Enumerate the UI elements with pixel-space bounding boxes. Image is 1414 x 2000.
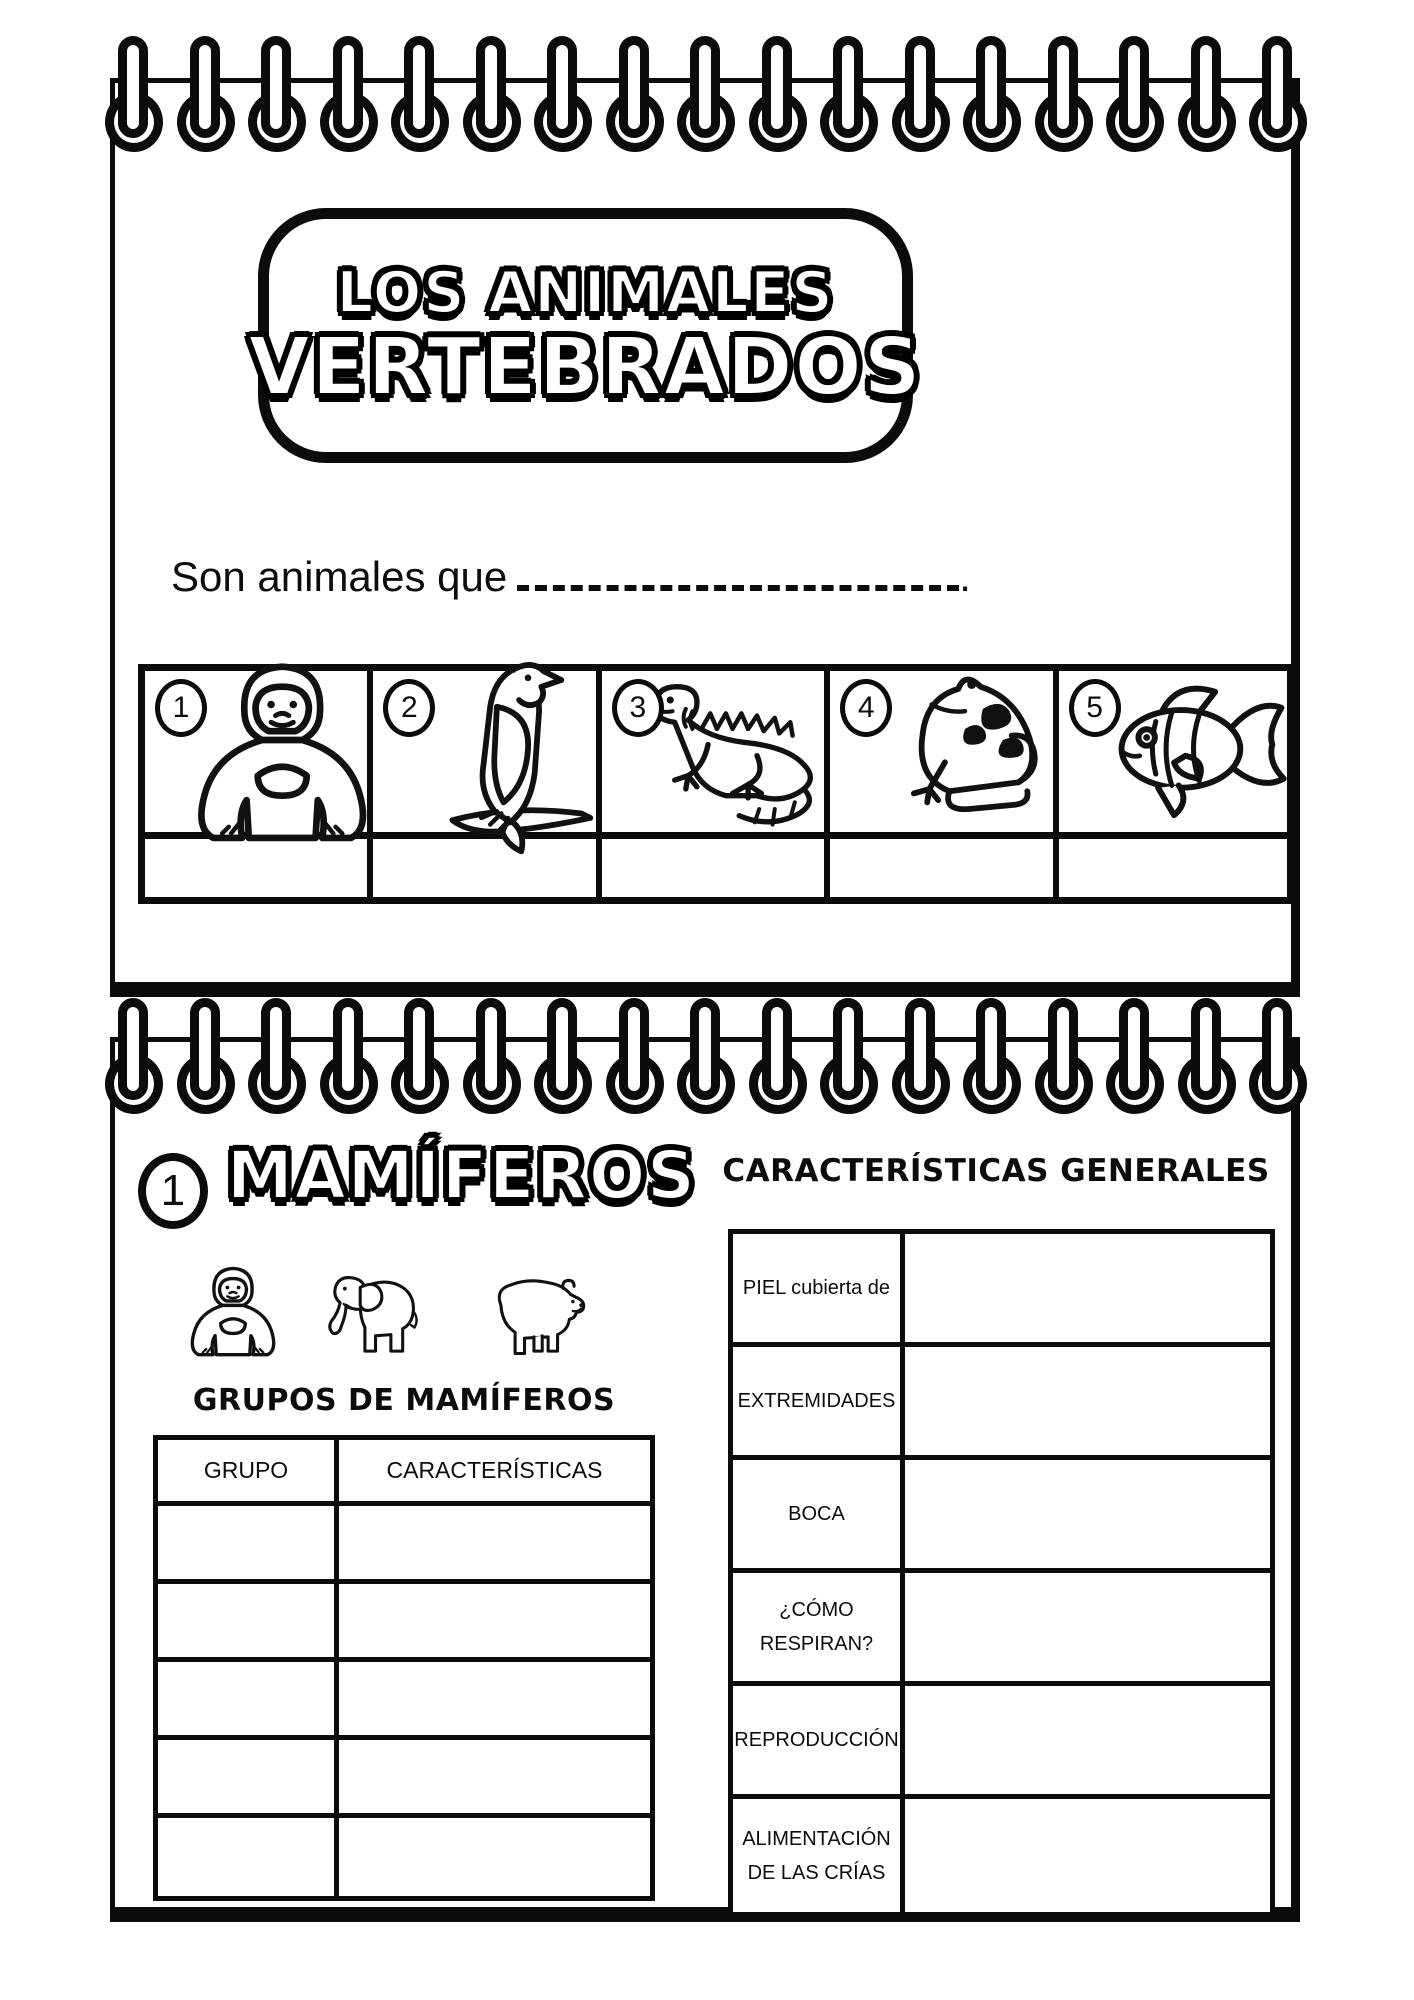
section-number-badge: 1 xyxy=(138,1153,208,1229)
spiral-ring xyxy=(676,998,734,1112)
spiral-ring xyxy=(891,998,949,1112)
general-row-answer-cell[interactable] xyxy=(905,1799,1270,1912)
fill-in-blank[interactable] xyxy=(517,551,959,591)
general-table-title: CARACTERÍSTICAS GENERALES xyxy=(722,1153,1270,1189)
elephant-illustration xyxy=(297,1252,447,1370)
spiral-ring xyxy=(819,36,877,150)
title-box xyxy=(248,208,923,463)
gorilla-illustration xyxy=(177,1252,289,1370)
spiral-ring xyxy=(1105,36,1163,150)
spiral-ring xyxy=(247,998,305,1112)
fill-in-sentence-text: Son animales que xyxy=(171,553,508,600)
spiral-ring xyxy=(319,998,377,1112)
eagle-illustration xyxy=(373,640,595,862)
groups-row-grupo-cell[interactable] xyxy=(158,1662,339,1740)
groups-row-caracteristicas-cell[interactable] xyxy=(339,1818,650,1896)
spiral-ring xyxy=(104,998,162,1112)
animal-number-badge: 4 xyxy=(840,679,892,737)
animal-cell-gorilla xyxy=(145,671,373,839)
general-row-answer-cell[interactable] xyxy=(905,1573,1270,1686)
animals-table xyxy=(138,664,1294,904)
gorilla-illustration xyxy=(145,640,367,862)
animal-cell-frog xyxy=(830,671,1058,839)
frog-illustration xyxy=(830,640,1052,862)
general-row-label: REPRODUCCIÓN xyxy=(733,1686,905,1799)
spiral-ring xyxy=(1034,36,1092,150)
spiral-ring xyxy=(176,998,234,1112)
spiral-ring xyxy=(1248,36,1306,150)
spiral-ring xyxy=(676,36,734,150)
page-title-line2: VERTEBRADOS xyxy=(248,320,923,413)
page-title-line1: LOS ANIMALES xyxy=(336,259,835,326)
general-table xyxy=(728,1229,1275,1917)
spiral-ring xyxy=(748,36,806,150)
page-vertebrados xyxy=(110,78,1300,997)
spiral-ring xyxy=(462,36,520,150)
general-row-answer-cell[interactable] xyxy=(905,1686,1270,1799)
animal-number-badge: 5 xyxy=(1069,679,1121,737)
spiral-ring xyxy=(462,998,520,1112)
groups-header-grupo: GRUPO xyxy=(158,1440,339,1506)
spiral-ring xyxy=(891,36,949,150)
spiral-ring xyxy=(247,36,305,150)
fill-in-sentence-period: . xyxy=(959,553,971,600)
animal-cell-iguana xyxy=(602,671,830,839)
animal-number-badge: 2 xyxy=(383,679,435,737)
general-row-answer-cell[interactable] xyxy=(905,1460,1270,1573)
animal-number-badge: 3 xyxy=(612,679,664,737)
spiral-ring xyxy=(1034,998,1092,1112)
spiral-ring xyxy=(1105,998,1163,1112)
groups-table xyxy=(153,1435,655,1901)
section-title: MAMÍFEROS xyxy=(227,1137,697,1214)
example-animals xyxy=(177,1252,620,1370)
spiral-ring xyxy=(1177,36,1235,150)
fill-in-sentence xyxy=(171,551,971,601)
spiral-ring xyxy=(819,998,877,1112)
general-row-label: ¿CÓMO RESPIRAN? xyxy=(733,1573,905,1686)
spiral-ring xyxy=(962,36,1020,150)
general-row-label: BOCA xyxy=(733,1460,905,1573)
spiral-ring xyxy=(176,36,234,150)
bear-illustration xyxy=(455,1252,620,1370)
groups-row-caracteristicas-cell[interactable] xyxy=(339,1584,650,1662)
spiral-ring xyxy=(1248,998,1306,1112)
groups-row-grupo-cell[interactable] xyxy=(158,1740,339,1818)
spiral-ring xyxy=(390,998,448,1112)
groups-row-caracteristicas-cell[interactable] xyxy=(339,1662,650,1740)
fish-illustration xyxy=(1059,637,1287,865)
page-mamiferos xyxy=(110,1037,1300,1922)
groups-row-caracteristicas-cell[interactable] xyxy=(339,1740,650,1818)
groups-header-caracteristicas: CARACTERÍSTICAS xyxy=(339,1440,650,1506)
spiral-ring xyxy=(748,998,806,1112)
general-row-answer-cell[interactable] xyxy=(905,1347,1270,1460)
general-row-answer-cell[interactable] xyxy=(905,1234,1270,1347)
general-row-label: ALIMENTACIÓN DE LAS CRÍAS xyxy=(733,1799,905,1912)
groups-row-grupo-cell[interactable] xyxy=(158,1506,339,1584)
spiral-ring xyxy=(605,998,663,1112)
animal-number-badge: 1 xyxy=(155,679,207,737)
spiral-ring xyxy=(605,36,663,150)
iguana-illustration xyxy=(602,640,824,862)
spiral-ring xyxy=(319,36,377,150)
groups-row-grupo-cell[interactable] xyxy=(158,1818,339,1896)
spiral-ring xyxy=(533,36,591,150)
spiral-ring xyxy=(104,36,162,150)
animal-cell-eagle xyxy=(373,671,601,839)
groups-table-title: GRUPOS DE MAMÍFEROS xyxy=(192,1383,616,1418)
groups-row-caracteristicas-cell[interactable] xyxy=(339,1506,650,1584)
spiral-ring xyxy=(533,998,591,1112)
spiral-ring xyxy=(1177,998,1235,1112)
animal-cell-fish xyxy=(1059,671,1287,839)
groups-row-grupo-cell[interactable] xyxy=(158,1584,339,1662)
spiral-ring xyxy=(962,998,1020,1112)
general-row-label: PIEL cubierta de xyxy=(733,1234,905,1347)
general-row-label: EXTREMIDADES xyxy=(733,1347,905,1460)
spiral-ring xyxy=(390,36,448,150)
